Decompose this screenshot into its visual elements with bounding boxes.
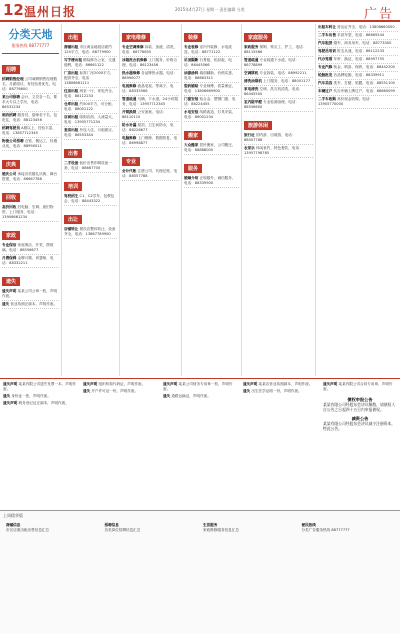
brand-box bbox=[2, 24, 59, 54]
ad-heading: 车辆过户 bbox=[318, 89, 333, 93]
ad-item bbox=[318, 56, 398, 64]
bottom-cell bbox=[105, 523, 198, 533]
notice-item bbox=[243, 381, 317, 388]
ad-heading: 空调移机 bbox=[244, 71, 259, 75]
bottom-cell-heading: 便民热线 bbox=[301, 523, 316, 527]
ad-heading: 物流公司招聘 bbox=[2, 139, 24, 143]
ad-heading: 清洗油烟机 bbox=[244, 79, 262, 83]
ad-heading: 驾校招生 bbox=[64, 194, 79, 198]
ad-heading: 瓷砖铺贴 bbox=[184, 84, 199, 88]
ad-item bbox=[64, 44, 117, 57]
column-4 bbox=[182, 24, 242, 376]
ad-body: 服务员、厨师若干名，包吃住，电话：88123456 bbox=[2, 113, 58, 122]
ad-heading: 门窗安装 bbox=[184, 97, 199, 101]
ad-body: 居民搬家、公司搬迁，电话：88888000 bbox=[184, 143, 236, 152]
ad-body: 报名从速，电话：86112233 bbox=[337, 49, 385, 53]
bottom-cell bbox=[203, 523, 296, 533]
ad-body: A照以上，经验丰富，电话：13857712345 bbox=[2, 126, 56, 135]
ad-item bbox=[184, 96, 239, 109]
ad-body: 临街店面，人流量大，电话：13905771234 bbox=[64, 115, 116, 124]
ad-body: 婚车、商务用车，电话：88773300 bbox=[333, 41, 392, 45]
ad-item bbox=[122, 135, 179, 148]
ad-heading: 专业装修 bbox=[184, 45, 199, 49]
column-5 bbox=[242, 24, 316, 376]
ad-item bbox=[318, 48, 398, 56]
category-label: 家庭服务 bbox=[244, 33, 272, 42]
ad-item bbox=[318, 88, 398, 96]
ad-item bbox=[184, 57, 239, 70]
ad-heading: 月嫂保姆 bbox=[2, 256, 17, 260]
ad-body: 休闲垂钓、特色餐饮，电话：13957798765 bbox=[244, 146, 303, 155]
ad-body: 线路改造、灯具安装，电话：86001234 bbox=[184, 110, 236, 119]
ad-item bbox=[64, 57, 117, 70]
section-title: 广告 bbox=[363, 7, 394, 22]
ad-item bbox=[184, 142, 239, 155]
ad-body: 钣金、喷漆、保养，电话：88442200 bbox=[333, 65, 395, 69]
notice-body: 组织机构代码证，声明作废。 bbox=[98, 382, 146, 386]
notice-item bbox=[163, 381, 237, 393]
ad-heading: 招聘驾驶员 bbox=[2, 126, 20, 130]
ad-body: 公安备案，电话：88110110 bbox=[122, 110, 167, 119]
notice-body: 税务登记证正副本，声明作废。 bbox=[18, 401, 69, 405]
bottom-strip-grid bbox=[0, 521, 400, 535]
ad-body: 仓管、搬运工，待遇从优，电话：88990011 bbox=[2, 139, 58, 148]
ad-heading: 套房出租 bbox=[64, 128, 79, 132]
ad-body: 标准厂房2000平方，配套齐全，电话：13806661111 bbox=[64, 71, 114, 85]
ad-body: 专业疏通下水道，电话：86778899 bbox=[244, 58, 300, 67]
bottom-cell bbox=[6, 523, 99, 533]
ad-heading: 酒店招聘 bbox=[2, 113, 17, 117]
category-label: 专业 bbox=[122, 157, 140, 166]
category-label: 出让 bbox=[64, 215, 82, 224]
notice-heading: 遗失 bbox=[163, 394, 171, 398]
ad-body: 上门服务，价格合理，电话：86123456 bbox=[122, 58, 178, 67]
notice-heading: 遗失声明 bbox=[323, 382, 338, 386]
ad-heading: 仓库出租 bbox=[64, 102, 79, 106]
column-3 bbox=[120, 24, 182, 376]
ad-item bbox=[2, 125, 59, 138]
bottom-strip-heading: 上周精华版 bbox=[3, 513, 23, 518]
classified-columns bbox=[0, 24, 400, 376]
ad-heading: 专业保洁 bbox=[2, 243, 17, 247]
ad-heading: 电脑维修 bbox=[122, 136, 137, 140]
ad-body: 空调、洗衣机清洗，电话：86445500 bbox=[244, 87, 303, 96]
ad-item bbox=[318, 24, 398, 32]
ad-body: 马桶、下水道，24小时服务，电话：13957712345 bbox=[122, 97, 179, 106]
notice-body: 道路运输证，声明作废。 bbox=[171, 394, 211, 398]
category-label: 培训 bbox=[64, 182, 82, 191]
ad-item bbox=[2, 301, 59, 309]
notice-body: 出生医学证明一份，声明作废。 bbox=[251, 389, 302, 393]
ad-heading: 二手车出售 bbox=[318, 33, 336, 37]
ad-heading: 住房出租 bbox=[64, 89, 79, 93]
ad-body: 低价出售印刷设备一套，电话：88667700 bbox=[64, 161, 112, 170]
ad-heading: 大众搬家 bbox=[184, 143, 199, 147]
category-label: 出租 bbox=[64, 33, 82, 42]
ad-body: 营运证齐全，电话：13806660000 bbox=[337, 25, 395, 29]
category-label: 服务 bbox=[184, 164, 202, 173]
ad-item bbox=[184, 44, 239, 57]
ad-body: 专业拆装，电话：88992211 bbox=[259, 71, 307, 75]
bottom-cell-body: 家政维修服务信息汇总 bbox=[203, 528, 239, 532]
ad-body: 家庭保洁、开荒、擦玻璃，电话：88556677 bbox=[2, 243, 54, 252]
ad-item bbox=[64, 70, 117, 88]
ad-item bbox=[122, 168, 179, 181]
ad-item bbox=[64, 226, 117, 239]
ad-body: 多款车型，电话：88665544 bbox=[337, 33, 385, 37]
category-label: 出售 bbox=[64, 149, 82, 158]
category-label: 搬家 bbox=[184, 131, 202, 140]
ad-item bbox=[318, 80, 398, 88]
notice-heading: 遗失声明 bbox=[243, 382, 258, 386]
ad-heading: 管道疏通 bbox=[244, 58, 259, 62]
ad-heading: 二手设备 bbox=[64, 161, 79, 165]
ad-heading: 冰箱洗衣机维修 bbox=[122, 58, 148, 62]
ad-item bbox=[244, 57, 313, 70]
notice-body: 某某有限公司合同专用章，声明作废。 bbox=[323, 382, 393, 391]
ad-heading: 轮胎批发 bbox=[318, 73, 333, 77]
ad-item bbox=[318, 32, 398, 40]
paper-name: 温州日报 bbox=[24, 5, 77, 19]
notice-heading: 遗失 bbox=[83, 389, 91, 393]
notice-item bbox=[163, 393, 237, 400]
ad-item bbox=[2, 204, 59, 222]
ad-heading: 专业空调维修 bbox=[122, 45, 144, 49]
ad-heading: 店铺转让 bbox=[64, 227, 79, 231]
ad-heading: 水电安装 bbox=[184, 110, 199, 114]
ad-item bbox=[2, 94, 59, 112]
ad-heading: 代办驾照 bbox=[318, 57, 333, 61]
public-notice bbox=[323, 416, 397, 431]
ad-body: 某某公司公章一枚，声明作废。 bbox=[2, 289, 58, 298]
ad-heading: 婚姻介绍 bbox=[184, 176, 199, 180]
ad-item bbox=[2, 255, 59, 268]
bottom-cell-heading: 生活服务 bbox=[203, 523, 218, 527]
ad-heading: 遗失 bbox=[2, 302, 10, 306]
ad-heading: 专业汽修 bbox=[318, 65, 333, 69]
notice-heading: 遗失声明 bbox=[3, 382, 18, 386]
ad-item bbox=[122, 96, 179, 109]
notice-heading: 遗失声明 bbox=[83, 382, 98, 386]
ad-heading: 会计代账 bbox=[122, 169, 137, 173]
ad-heading: 写字楼出租 bbox=[64, 58, 82, 62]
public-notice-body: 某某有限公司经股东会决议减少注册资本，特此公告。 bbox=[323, 421, 396, 431]
ad-item bbox=[244, 145, 313, 158]
column-6 bbox=[316, 24, 400, 376]
notice-body: 身份证一张，声明作废。 bbox=[11, 394, 51, 398]
category-label: 家政 bbox=[2, 231, 20, 240]
ad-body: 年审、换证，电话：88997755 bbox=[333, 57, 385, 61]
ad-body: 营业执照正副本，声明作废。 bbox=[10, 302, 58, 306]
ad-heading: 油漆涂料 bbox=[184, 71, 199, 75]
ad-item bbox=[122, 83, 179, 96]
bottom-cell-body: 市区店面出租出售信息汇总 bbox=[6, 528, 50, 532]
ad-body: 各品牌热水器，电话：88990077 bbox=[122, 71, 178, 80]
notice-item bbox=[323, 381, 397, 393]
ad-heading: 热水器维修 bbox=[122, 71, 140, 75]
ad-item bbox=[2, 112, 59, 125]
ad-heading: 驾驶员培训 bbox=[318, 49, 336, 53]
ad-body: 两室一厅，家电齐全，电话：88112233 bbox=[64, 89, 116, 98]
ad-heading: 汽车租赁 bbox=[318, 41, 333, 45]
ad-body: 保姆、钟点工、护工，电话：88115566 bbox=[244, 45, 307, 54]
ad-heading: 商铺出租 bbox=[64, 45, 79, 49]
ad-body: 屋顶、卫生间防水，电话：88226677 bbox=[122, 123, 174, 132]
ad-item bbox=[64, 160, 117, 173]
ad-item bbox=[122, 57, 179, 70]
ad-item bbox=[122, 122, 179, 135]
ad-heading: 二手车收购 bbox=[318, 97, 336, 101]
ad-body: 精装修办公室，交通便利，电话：86661122 bbox=[64, 58, 116, 67]
ad-body: 注册公司、代理记账，电话：88557788 bbox=[122, 169, 178, 178]
ad-item bbox=[64, 88, 117, 101]
ad-item bbox=[122, 70, 179, 83]
page-number: 12 bbox=[3, 1, 24, 19]
ad-item bbox=[64, 193, 117, 206]
issue-info: 2015年4月27日 星期一 责任编辑 分类 bbox=[175, 7, 245, 12]
ad-body: 正规婚介，诚信服务，电话：88339900 bbox=[184, 176, 236, 185]
category-label: 回收 bbox=[2, 193, 20, 202]
ad-heading: 高价回收 bbox=[2, 205, 17, 209]
ad-heading: 家电清洗 bbox=[244, 87, 259, 91]
ad-body: 各品牌轮胎，电话：86339911 bbox=[333, 73, 385, 77]
category-label: 招聘 bbox=[2, 65, 20, 74]
column-1 bbox=[0, 24, 62, 376]
ad-item bbox=[184, 70, 239, 83]
ad-item bbox=[184, 109, 239, 122]
public-notice-title: 减资公告 bbox=[351, 416, 369, 421]
public-notice-title: 债权申报公告 bbox=[347, 397, 373, 402]
ad-body: 专业检测治理，电话：88556600 bbox=[244, 100, 300, 109]
notice-body: 某某公司财务专用章一枚，声明作废。 bbox=[163, 382, 233, 391]
notice-item bbox=[3, 400, 77, 407]
category-label: 遗失 bbox=[2, 277, 20, 286]
ad-body: 拎包入住，月租面议，电话：86553344 bbox=[64, 128, 116, 137]
ad-body: 会计、文员各一名，要求大专以上学历，电话：86531234 bbox=[2, 95, 58, 109]
ad-item bbox=[244, 44, 313, 57]
notice-heading: 遗失 bbox=[243, 389, 251, 393]
ad-body: 洗车、打蜡、贴膜，电话：88551100 bbox=[333, 81, 395, 85]
ad-item bbox=[2, 242, 59, 255]
notice-heading: 遗失声明 bbox=[3, 401, 18, 405]
ad-body: 承接各类婚礼庆典、舞台搭建，电话：86667788 bbox=[2, 172, 58, 181]
notice-item bbox=[83, 388, 157, 395]
ad-item bbox=[318, 96, 398, 109]
ad-heading: 管道疏通 bbox=[122, 97, 137, 101]
public-notice bbox=[323, 397, 397, 412]
ad-body: 铝合金、塑钢门窗，电话：88224455 bbox=[184, 97, 236, 106]
ad-body: 专业师傅，质量保证，电话：13806669900 bbox=[184, 84, 236, 93]
column-2 bbox=[62, 24, 120, 376]
ad-item bbox=[64, 127, 117, 140]
category-label: 家电维修 bbox=[122, 33, 150, 42]
notice-item bbox=[243, 388, 317, 395]
ad-heading: 吊顶隔断 bbox=[184, 58, 199, 62]
ad-item bbox=[244, 132, 313, 145]
ad-heading: 旅行社 bbox=[244, 133, 255, 137]
ad-body: 约500平方，可分租，电话：88001122 bbox=[64, 102, 116, 111]
ad-body: 餐饮店整体转让，设备齐全，电话：13867789900 bbox=[64, 227, 116, 236]
ad-heading: 农家乐 bbox=[244, 146, 255, 150]
ad-item bbox=[244, 86, 313, 99]
notice-item bbox=[83, 381, 157, 388]
ad-heading: 电视维修 bbox=[122, 84, 137, 88]
ad-heading: 出租车转让 bbox=[318, 25, 336, 29]
ad-body: 上门维修、数据恢复，电话：86998877 bbox=[122, 136, 178, 145]
notice-body: 某某有限公司遗失发票一本，声明作废。 bbox=[3, 382, 77, 391]
ad-body: 高价现金收购，电话：13905770000 bbox=[318, 97, 374, 106]
ad-item bbox=[2, 138, 59, 151]
ad-heading: 防水补漏 bbox=[122, 123, 137, 127]
ad-heading: 室内除甲醛 bbox=[244, 100, 262, 104]
ad-item bbox=[318, 40, 398, 48]
notice-item bbox=[3, 393, 77, 400]
notice-heading: 遗失声明 bbox=[163, 382, 178, 386]
ad-body: 旧电脑、空调、废旧物资，上门服务，电话：13906661234 bbox=[2, 205, 54, 219]
ad-item bbox=[184, 175, 239, 188]
brand-title: 分类天地 bbox=[8, 28, 53, 41]
ad-body: 代办车辆上牌过户，电话：88660099 bbox=[333, 89, 395, 93]
ad-item bbox=[184, 83, 239, 96]
ad-body: 墙面翻新，价格实惠，电话：88663311 bbox=[184, 71, 236, 80]
ad-heading: 店面出租 bbox=[64, 115, 79, 119]
category-label: 旅游休闲 bbox=[244, 121, 272, 130]
ad-item bbox=[64, 114, 117, 127]
bottom-strip bbox=[0, 510, 400, 634]
ad-heading: 某公司招聘 bbox=[2, 95, 20, 99]
ad-item bbox=[122, 44, 179, 57]
ad-item bbox=[2, 76, 59, 94]
ad-item bbox=[244, 99, 313, 112]
ad-body: 石膏板、铝扣板，电话：86445566 bbox=[184, 58, 232, 67]
ad-heading: 厂房出租 bbox=[64, 71, 79, 75]
ad-item bbox=[244, 78, 313, 86]
category-label: 装修 bbox=[184, 33, 202, 42]
ad-body: 市区黄金地段店面约120平方，电话：88779900 bbox=[64, 45, 112, 54]
ad-heading: 遗失声明 bbox=[2, 289, 17, 293]
ad-body: 拆装、加液、清洗，电话：88776655 bbox=[122, 45, 178, 54]
ad-body: 金牌月嫂、育婴师，电话：88332211 bbox=[2, 256, 54, 265]
ad-item bbox=[318, 64, 398, 72]
ad-body: 国内游、出境游，电话：88007788 bbox=[244, 133, 296, 142]
notice-body: 开户许可证一份，声明作废。 bbox=[91, 389, 139, 393]
ad-body: C1、C2学车，包教包会，电话：88443322 bbox=[64, 194, 115, 203]
ad-heading: 开锁换锁 bbox=[122, 110, 137, 114]
ad-heading: 家政服务 bbox=[244, 45, 259, 49]
ad-body: 上门服务，电话：88001177 bbox=[263, 79, 311, 83]
category-label: 庆典 bbox=[2, 160, 20, 169]
masthead bbox=[0, 0, 400, 22]
ad-body: 公司诚聘销售经理数名，月薪面议，有经验者优先，电话：88776600 bbox=[2, 77, 58, 91]
notice-heading: 遗失 bbox=[3, 394, 11, 398]
ad-item bbox=[122, 109, 179, 122]
notice-body: 某某店营业执照副本，声明作废。 bbox=[258, 382, 313, 386]
brand-phone: 服务热线 88777777 bbox=[11, 43, 50, 48]
bottom-cell-heading: 招聘信息 bbox=[104, 523, 119, 527]
ad-item bbox=[2, 288, 59, 301]
bottom-cell-body: 分类广告服务热线 88777777 bbox=[301, 528, 350, 532]
ad-item bbox=[2, 171, 59, 184]
ad-heading: 招聘销售经理 bbox=[2, 77, 24, 81]
ad-heading: 汽车美容 bbox=[318, 81, 333, 85]
ad-body: 室内外装修、水电改造，电话：88771122 bbox=[184, 45, 232, 54]
public-notice-body: 某某有限公司经股东会决议解散，请债权人自公告之日起四十五日内申报债权。 bbox=[323, 402, 396, 412]
bottom-cell bbox=[302, 523, 395, 533]
ad-item bbox=[64, 101, 117, 114]
ad-heading: 婚庆公司 bbox=[2, 172, 17, 176]
notice-item bbox=[3, 381, 77, 393]
ad-item bbox=[244, 70, 313, 78]
ad-item bbox=[318, 72, 398, 80]
bottom-cell-heading: 商铺信息 bbox=[6, 523, 21, 527]
bottom-cell-body: 各类岗位招聘信息汇总 bbox=[104, 528, 141, 532]
ad-body: 液晶电视、等离子，电话：88335566 bbox=[122, 84, 174, 93]
